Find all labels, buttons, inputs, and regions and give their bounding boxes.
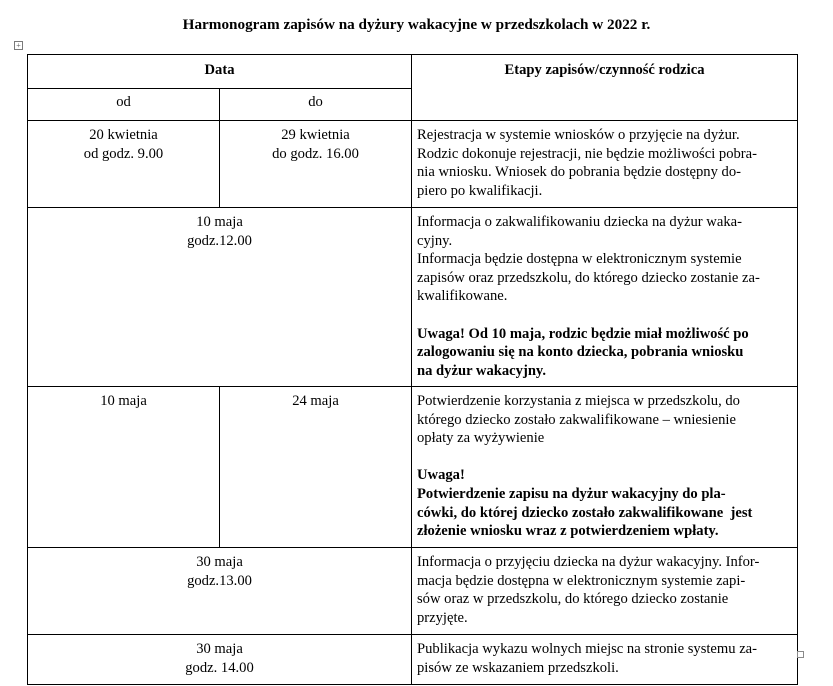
stage-line: sów oraz w przedszkolu, do którego dziecko zostanie [417,591,729,608]
stage-cell [412,548,798,635]
date-line: 30 maja [196,554,243,570]
stage-line: zapisów oraz przedszkolu, do którego dziecko zostanie za- [417,269,760,286]
stage-note-line: na dyżur wakacyjny. [417,362,547,379]
to-line: 24 maja [292,393,339,409]
table-move-handle-icon[interactable]: + [14,41,23,50]
date-line: godz.12.00 [187,232,252,249]
table-row [28,387,798,548]
paragraph-gap [417,306,789,325]
stage-note-line: złożenie wniosku wraz z potwierdzeniem wpłaty. [417,523,719,540]
stage-line: Informacja będzie dostępna w elektronicznym systemie [417,251,742,268]
stage-line: opłaty za wyżywienie [417,430,545,447]
stage-note-line: Uwaga! [417,467,465,484]
stage-line: Informacja o przyjęciu dziecka na dyżur wakacyjny. Infor- [417,554,760,570]
schedule-table [27,54,798,685]
header-to: do [220,89,412,121]
stage-line: Publikacja wykazu wolnych miejsc na stronie systemu za- [417,641,758,657]
stage-cell [412,387,798,548]
stage-line: nia wniosku. Wniosek do pobrania będzie dostępny do- [417,164,741,181]
table-row [28,635,798,685]
stage-line: kwalifikowane. [417,288,508,305]
table-header-row [28,55,798,89]
from-line: 20 kwietnia [89,127,158,143]
stage-line: którego dziecko zostało zakwalifikowane – wniesienie [417,411,736,428]
stage-line: Informacja o zakwalifikowaniu dziecka na dyżur waka- [417,214,742,230]
stage-note-line: Potwierdzenie zapisu na dyżur wakacyjny do pla- [417,485,726,502]
stage-line: Potwierdzenie korzystania z miejsca w przedszkolu, do [417,393,740,409]
date-line: 10 maja [196,214,243,230]
stage-line: Rejestracja w systemie wniosków o przyjęcie na dyżur. [417,127,740,143]
stage-note-line: Uwaga! Od 10 maja, rodzic będzie miał możliwość po [417,325,749,342]
stage-note-line: cówki, do której dziecko zostało zakwalifikowane jest [417,504,753,521]
document-title: Harmonogram zapisów na dyżury wakacyjne w przedszkolach w 2022 r. [182,16,651,33]
date-line: godz. 14.00 [185,659,254,676]
from-line: 10 maja [100,393,147,409]
header-stage: Etapy zapisów/czynność rodzica [412,55,798,121]
from-cell [28,387,220,548]
table-resize-handle-icon[interactable] [797,651,804,658]
date-cell [28,548,412,635]
stage-line: piero po kwalifikacji. [417,182,543,199]
date-line: godz.13.00 [187,572,252,589]
stage-line: cyjny. [417,232,453,249]
stage-cell [412,635,798,685]
to-cell [220,387,412,548]
table-row [28,121,798,208]
date-line: 30 maja [196,641,243,657]
date-cell [28,635,412,685]
stage-note-line: zalogowaniu się na konto dziecka, pobrania wniosku [417,344,744,361]
from-cell [28,121,220,208]
header-date: Data [28,55,412,89]
stage-line: pisów ze wskazaniem przedszkoli. [417,659,619,676]
paragraph-gap [417,448,789,467]
stage-line: Rodzic dokonuje rejestracji, nie będzie możliwości pobra- [417,145,757,162]
stage-line: przyjęte. [417,609,468,626]
table-row [28,208,798,387]
stage-line: macja będzie dostępna w elektronicznym systemie zapi- [417,572,746,589]
from-line: od godz. 9.00 [83,145,164,162]
date-cell [28,208,412,387]
stage-cell [412,208,798,387]
header-from: od [28,89,220,121]
table-row [28,548,798,635]
to-cell [220,121,412,208]
to-line: 29 kwietnia [281,127,350,143]
stage-cell [412,121,798,208]
to-line: do godz. 16.00 [272,145,359,162]
